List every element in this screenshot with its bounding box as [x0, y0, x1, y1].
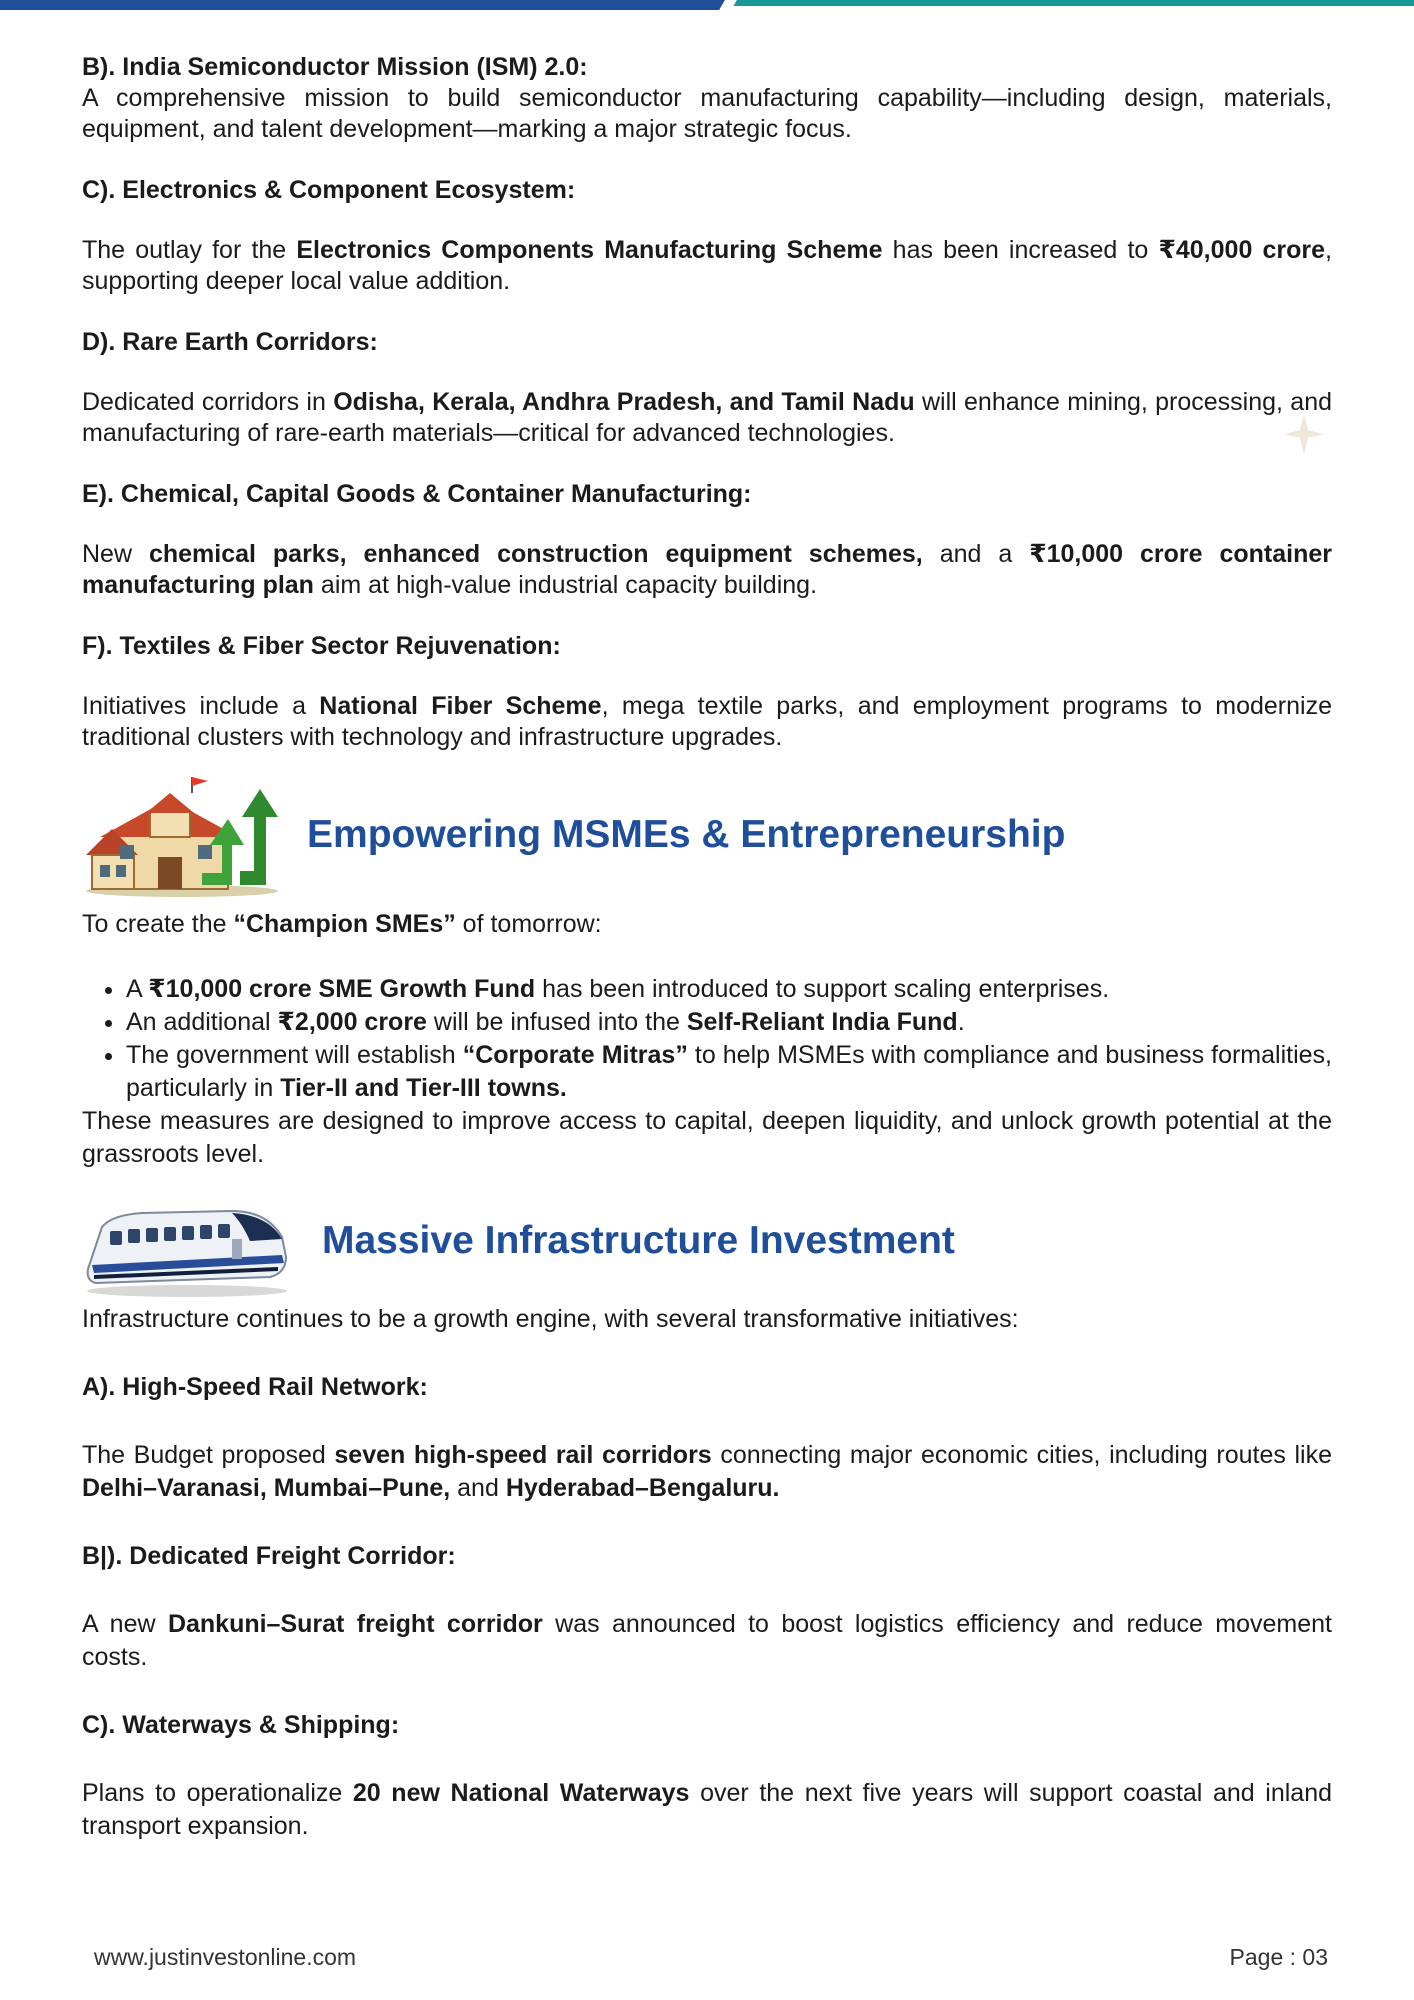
paragraph-textiles: Initiatives include a National Fiber Scheme, mega textile parks, and employment programs to modernize traditional clusters with technology and infrastructure upgrades. [82, 692, 1332, 751]
paragraph-rail: The Budget proposed seven high-speed rail corridors connecting major economic cities, including routes like Delhi–Varanasi, Mumbai–Pune, and Hyderabad–Bengaluru. [82, 1441, 1332, 1502]
msme-closing: These measures are designed to improve access to capital, deepen liquidity, and unlock growth potential at the grassroots level. [82, 1107, 1332, 1168]
heading-rare-earth: D). Rare Earth Corridors: [82, 328, 378, 356]
list-item: • The government will establish “Corporate Mitras” to help MSMEs with compliance and business formalities, particularly in Tier-II and Tier-III towns. [126, 1039, 1332, 1105]
msme-bullet-list [82, 973, 1332, 1105]
list-item: • An additional ₹2,000 crore will be infused into the Self-Reliant India Fund. [126, 1006, 1332, 1039]
heading-waterways: C). Waterways & Shipping: [82, 1711, 400, 1739]
msme-intro: To create the “Champion SMEs” of tomorrow: [82, 910, 602, 938]
heading-rail: A). High-Speed Rail Network: [82, 1373, 428, 1401]
heading-freight: B|). Dedicated Freight Corridor: [82, 1542, 456, 1570]
msme-section-header [82, 775, 1332, 903]
list-item: • A ₹10,000 crore SME Growth Fund has been introduced to support scaling enterprises. [126, 973, 1332, 1006]
footer-page-number: Page : 03 [1229, 1944, 1328, 1970]
paragraph-ism: A comprehensive mission to build semiconductor manufacturing capability—including design, materials, equipment, and talent development—marking a major strategic focus. [82, 84, 1332, 143]
page-content [82, 52, 1332, 1843]
heading-ism: B). India Semiconductor Mission (ISM) 2.0: [82, 53, 588, 81]
header-bar-blue [0, 0, 730, 10]
heading-electronics: C). Electronics & Component Ecosystem: [82, 176, 576, 204]
paragraph-freight: A new Dankuni–Surat freight corridor was announced to boost logistics efficiency and reduce movement costs. [82, 1610, 1332, 1671]
infra-section-header [82, 1193, 1332, 1303]
paragraph-waterways: Plans to operationalize 20 new National Waterways over the next five years will support coastal and inland transport expansion. [82, 1779, 1333, 1840]
msme-building-icon [82, 775, 282, 899]
header-bar-teal [730, 0, 1414, 6]
train-icon [82, 1193, 292, 1299]
paragraph-rare-earth: Dedicated corridors in Odisha, Kerala, Andhra Pradesh, and Tamil Nadu will enhance mining, processing, and manufacturing of rare-earth materials—critical for advanced technologies. [82, 388, 1333, 447]
paragraph-electronics: The outlay for the Electronics Components Manufacturing Scheme has been increased to ₹40,000 crore, supporting deeper local value addition. [82, 236, 1332, 295]
heading-textiles: F). Textiles & Fiber Sector Rejuvenation: [82, 632, 561, 660]
msme-section-title: Empowering MSMEs & Entrepreneurship [307, 813, 1066, 856]
heading-chemical: E). Chemical, Capital Goods & Container Manufacturing: [82, 480, 752, 508]
infra-intro: Infrastructure continues to be a growth engine, with several transformative initiatives: [82, 1305, 1019, 1333]
paragraph-chemical: New chemical parks, enhanced construction equipment schemes, and a ₹10,000 crore container manufacturing plan aim at high-value industrial capacity building. [82, 540, 1333, 599]
infra-section-title: Massive Infrastructure Investment [322, 1219, 955, 1262]
footer-website[interactable]: www.justinvestonline.com [94, 1944, 357, 1970]
